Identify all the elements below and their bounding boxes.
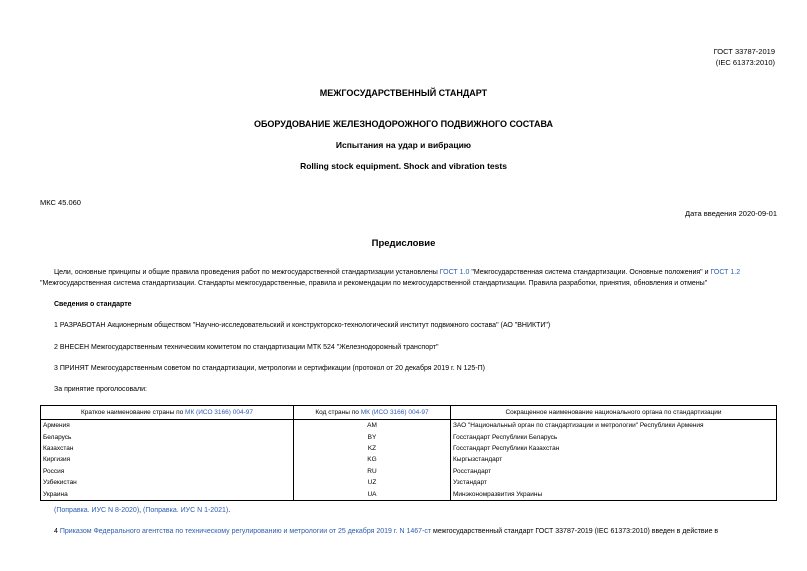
gost-1-2-link[interactable]: ГОСТ 1.2 — [710, 269, 741, 276]
mk-iso-link[interactable]: МК (ИСО 3166) 004-97 — [360, 409, 429, 416]
item-2-submitted: 2 ВНЕСЕН Межгосударственным техническим комитетом по стандартизации МТК 524 "Железнодорожный транспорт" — [54, 344, 439, 351]
interstate-standard-heading: МЕЖГОСУДАРСТВЕННЫЙ СТАНДАРТ — [319, 88, 488, 98]
corrections-line — [54, 505, 794, 516]
national-body: Узстандарт — [451, 477, 777, 488]
preface-text-2: "Межгосударственная система стандартизации. Основные положения" и — [469, 269, 711, 276]
item-1-developed: 1 РАЗРАБОТАН Акционерным обществом "Научно-исследовательский и конструкторско-технологический институт подвижного состава" (АО "ВНИКТИ") — [54, 322, 551, 329]
item-4-number: 4 — [54, 528, 60, 535]
corrections-end: . — [228, 507, 231, 514]
table-row — [41, 431, 777, 442]
country-name: Беларусь — [41, 431, 294, 442]
preface-text-1: Цели, основные принципы и общие правила проведения работ по межгосударственной стандартизации установлены — [54, 269, 440, 276]
gost-1-0-link[interactable]: ГОСТ 1.0 — [439, 269, 470, 276]
corrections-separator: , — [139, 507, 144, 514]
national-body: Госстандарт Республики Казахстан — [451, 443, 777, 454]
country-name: Киргизия — [41, 454, 294, 465]
mks-code: МКС 45.060 — [40, 198, 81, 207]
countries-table — [40, 405, 777, 501]
correction-link-1[interactable]: (Поправка. ИУС N 8-2020) — [54, 507, 140, 514]
table-row — [41, 488, 777, 500]
national-body: Госстандарт Республики Беларусь — [451, 431, 777, 442]
table-row — [41, 443, 777, 454]
standard-info-heading: Сведения о стандарте — [54, 301, 132, 308]
national-body: Кыргызстандарт — [451, 454, 777, 465]
voted-label: За принятие проголосовали: — [54, 386, 147, 393]
header-country-name: Краткое наименование страны по МК (ИСО 3166) 004-97 — [41, 406, 294, 420]
country-name: Украина — [41, 488, 294, 500]
country-code: KG — [294, 454, 451, 465]
document-subtitle-en: Rolling stock equipment. Shock and vibration tests — [300, 161, 507, 171]
national-body: Росстандарт — [451, 466, 777, 477]
document-title: ОБОРУДОВАНИЕ ЖЕЛЕЗНОДОРОЖНОГО ПОДВИЖНОГО СОСТАВА — [253, 119, 554, 129]
table-header-row — [41, 406, 777, 420]
table-row — [41, 466, 777, 477]
country-name: Казахстан — [41, 443, 294, 454]
national-body: ЗАО "Национальный орган по стандартизации и метрологии" Республики Армения — [451, 420, 777, 432]
country-code: UZ — [294, 477, 451, 488]
country-code: BY — [294, 431, 451, 442]
header-country-code: Код страны по МК (ИСО 3166) 004-97 — [294, 406, 451, 420]
country-name: Россия — [41, 466, 294, 477]
effective-date: Дата введения 2020-09-01 — [685, 209, 777, 218]
document-subtitle-ru: Испытания на удар и вибрацию — [335, 140, 472, 150]
standard-number: ГОСТ 33787-2019 — [713, 47, 775, 56]
preface-heading: Предисловие — [371, 238, 436, 249]
item-4-text: межгосударственный стандарт ГОСТ 33787-2019 (IEC 61373:2010) введен в действие в — [431, 528, 719, 535]
iec-number: (IEC 61373:2010) — [715, 58, 775, 67]
rosstandart-order-link[interactable]: Приказом Федерального агентства по техническому регулированию и метрологии от 25 декабря 2019 г. N 1467-ст — [59, 528, 432, 535]
table-row — [41, 454, 777, 465]
country-code: KZ — [294, 443, 451, 454]
standard-code — [714, 46, 775, 68]
preface-text-3: "Межгосударственная система стандартизации. Стандарты межгосударственные, правила и рекомендации по межгосударственной стандартизации. Правила разработки, принятия, обновления и отмены" — [40, 280, 708, 287]
item-3-adopted: 3 ПРИНЯТ Межгосударственным советом по стандартизации, метрологии и сертификации (протокол от 20 декабря 2019 г. N 125-П) — [54, 365, 485, 372]
mk-iso-link[interactable]: МК (ИСО 3166) 004-97 — [185, 409, 253, 416]
table-row — [41, 477, 777, 488]
national-body: Минэкономразвития Украины — [451, 488, 777, 500]
country-name: Армения — [41, 420, 294, 432]
country-code: AM — [294, 420, 451, 432]
country-code: RU — [294, 466, 451, 477]
table-row — [41, 420, 777, 432]
correction-link-2[interactable]: (Поправка. ИУС N 1-2021) — [143, 507, 229, 514]
preface-paragraph — [40, 267, 780, 289]
country-code: UA — [294, 488, 451, 500]
item-4-enacted — [54, 526, 780, 537]
header-national-body: Сокращенное наименование национального органа по стандартизации — [451, 406, 777, 420]
country-name: Узбекистан — [41, 477, 294, 488]
